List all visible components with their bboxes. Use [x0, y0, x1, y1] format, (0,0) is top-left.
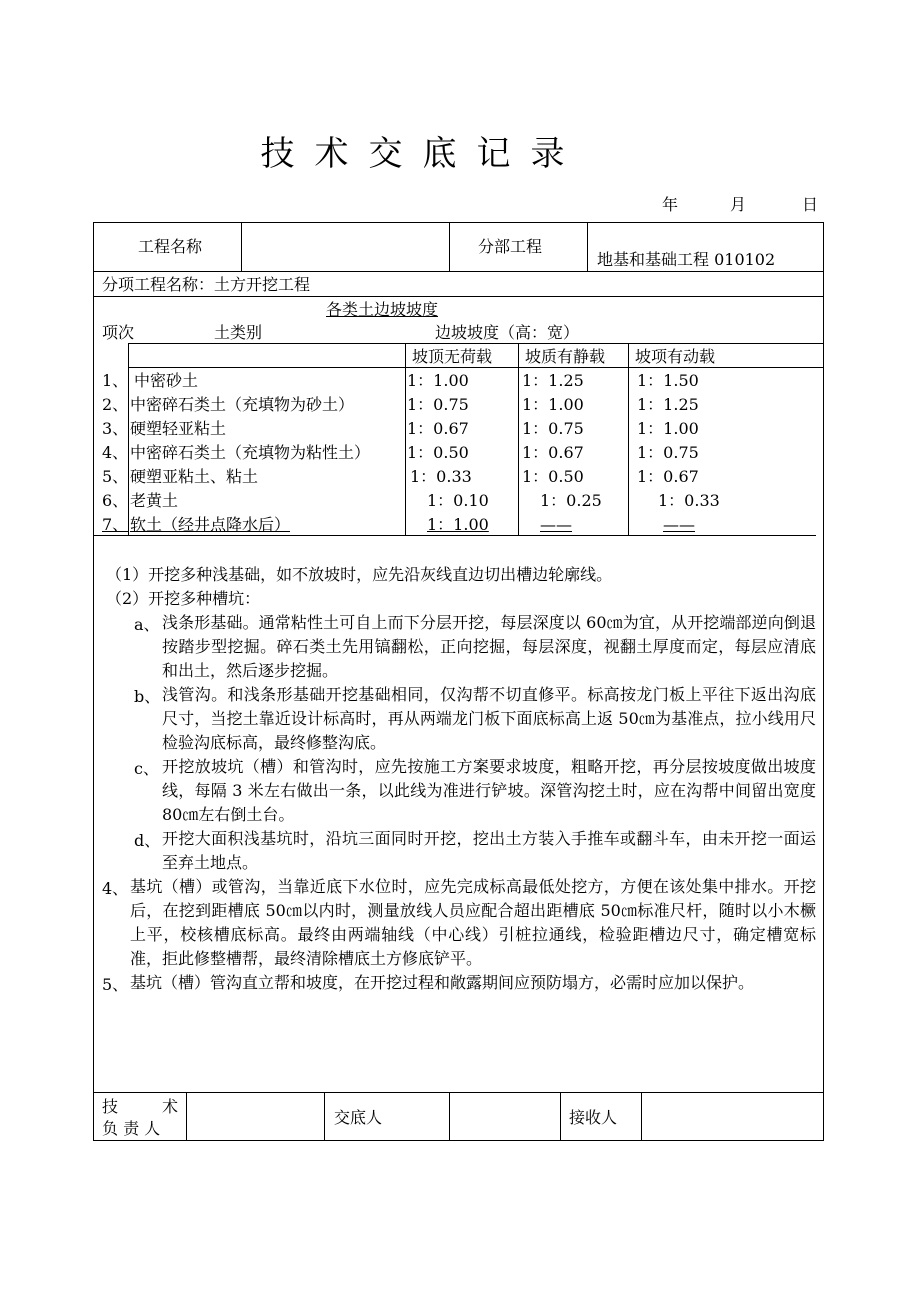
divider-division-label	[449, 223, 450, 271]
divider-issuer-value	[449, 1092, 450, 1140]
rule-footer	[94, 1092, 823, 1093]
item-4-text: 基坑（槽）或管沟，当靠近底下水位时，应先完成标高最低处挖方，方便在该处集中排水。开挖后，在挖到距槽底 50㎝以内时，测量放线人员应配合超出距槽底 50㎝标准尺杆，随时以小木橛上平，校核槽底标高。最终由两端轴线（中心线）引桩拉通线，检验距槽边尺寸，确定槽宽标准，拒此修整槽帮，最终清除槽底土方修底铲平。	[130, 877, 816, 968]
slope-row-v3: 1：0.33	[658, 491, 720, 510]
slope-row-soil: 中密碎石类土（充填物为砂土）	[130, 395, 355, 414]
slope-row-v2: 1：0.75	[522, 419, 584, 438]
slope-row-v2: 1：1.25	[522, 371, 584, 390]
date-month: 月	[730, 195, 747, 214]
slope-row-v1: 1：0.50	[407, 443, 469, 462]
tech-lead-label-1a: 技	[102, 1097, 119, 1116]
slope-row-soil: 软土（经井点降水后）	[130, 515, 291, 534]
slope-subheader-3: 坡项有动载	[635, 347, 716, 366]
slope-row-v3: 1：0.67	[637, 467, 699, 486]
rule-slope-bottom	[94, 535, 816, 536]
slope-row-v2: 1：0.25	[540, 491, 602, 510]
divider-receiver-label	[560, 1092, 561, 1140]
item-c-text: 开挖放坡坑（槽）和管沟时，应先按施工方案要求坡度，粗略开挖，再分层按坡度做出坡度线，每隔 3 米左右做出一条，以此线为准进行铲坡。深管沟挖土时，应在沟帮中间留出宽度 80㎝左右倒土台。	[162, 757, 816, 824]
item-a-text: 浅条形基础。通常粘性土可自上而下分层开挖，每层深度以 60㎝为宜，从开挖端部逆向倒退按踏步型挖掘。碎石类土先用镐翻松，正向挖掘，每层深度，视翻土厚度而定，每层应清底和出土，然后逐步挖掘。	[162, 613, 816, 680]
rule-subitem	[94, 296, 823, 297]
item-c-label: c、	[134, 759, 159, 778]
slope-row-v3: 1：1.00	[637, 419, 699, 438]
slope-row-v3: ——	[663, 515, 695, 534]
slope-row-v1: 1：1.00	[427, 515, 489, 534]
slope-row-v2: 1：1.00	[522, 395, 584, 414]
slope-row-no: 1、	[102, 371, 129, 390]
slope-row-v1: 1：0.75	[407, 395, 469, 414]
issuer-label: 交底人	[334, 1108, 383, 1127]
tech-lead-label-2: 负 责 人	[102, 1119, 161, 1138]
slope-col-end	[823, 343, 824, 367]
slope-col-soil	[405, 343, 406, 535]
slope-row-v2: 1：0.67	[522, 443, 584, 462]
item-d-label: d、	[134, 831, 161, 850]
subitem-name: 分项工程名称：土方开挖工程	[102, 275, 311, 294]
slope-col-slope-header: 边坡坡度（高：宽）	[435, 323, 580, 342]
tech-lead-label-1b: 术	[162, 1097, 179, 1116]
slope-row-v2: 1：0.50	[522, 467, 584, 486]
slope-row-no: 7、	[102, 515, 129, 534]
divider-issuer-label	[324, 1092, 325, 1140]
slope-col-soil-header: 土类别	[214, 323, 263, 342]
receiver-label: 接收人	[569, 1108, 618, 1127]
slope-row-v1: 1：0.33	[410, 467, 472, 486]
item-b-text: 浅管沟。和浅条形基础开挖基础相同，仅沟帮不切直修平。标高按龙门板上平往下返出沟底尺寸，当挖土靠近设计标高时，再从两端龙门板下面底标高上返 50㎝为基准点，拉小线用尺检验沟底标高，最终修整沟底。	[162, 685, 816, 752]
slope-row-no: 6、	[102, 491, 129, 510]
date-year: 年	[662, 195, 679, 214]
divider-project	[241, 223, 242, 271]
slope-row-no: 4、	[102, 443, 129, 462]
slope-row-no: 2、	[102, 395, 129, 414]
slope-row-v3: 1：1.25	[637, 395, 699, 414]
slope-row-v2: ——	[540, 515, 572, 534]
slope-col-v1	[518, 343, 519, 535]
slope-row-v3: 1：0.75	[637, 443, 699, 462]
divider-division-value	[587, 223, 588, 271]
project-name-label: 工程名称	[138, 237, 203, 256]
slope-row-v1: 1：0.67	[407, 419, 469, 438]
item-d-text: 开挖大面积浅基坑时，沿坑三面同时开挖，挖出土方装入手推车或翻斗车，由未开挖一面运至弃土地点。	[162, 829, 816, 872]
slope-row-no: 5、	[102, 467, 129, 486]
rule-slope-subheader	[128, 367, 823, 368]
record-table	[93, 222, 824, 1141]
item-5-text: 基坑（槽）管沟直立帮和坡度，在开挖过程和敞露期间应预防塌方，必需时应加以保护。	[130, 973, 755, 992]
slope-row-v1: 1：1.00	[407, 371, 469, 390]
slope-col-index-header: 项次	[102, 323, 135, 342]
slope-col-v2	[628, 343, 629, 535]
slope-row-v1: 1：0.10	[427, 491, 489, 510]
slope-row-soil: 中密碎石类土（充填物为粘性土）	[130, 443, 371, 462]
division-label: 分部工程	[478, 237, 543, 256]
date-day: 日	[802, 195, 819, 214]
slope-row-soil: 硬塑亚粘土、粘土	[130, 467, 259, 486]
slope-row-soil: 硬塑轻亚粘土	[130, 419, 227, 438]
body-paragraph-1: （1）开挖多种浅基础，如不放坡时，应先沿灰线直边切出槽边轮廓线。	[106, 565, 613, 584]
rule-slope-header	[128, 343, 823, 344]
rule-header	[94, 271, 823, 272]
divider-receiver-value	[641, 1092, 642, 1140]
slope-row-soil: 中密砂土	[134, 371, 199, 390]
slope-row-no: 3、	[102, 419, 129, 438]
item-5-label: 5、	[102, 975, 129, 994]
slope-row-v3: 1：1.50	[637, 371, 699, 390]
divider-tech-lead	[186, 1092, 187, 1140]
document-title: 技术交底记录	[260, 134, 585, 174]
slope-subheader-2: 坡质有静载	[525, 347, 606, 366]
slope-subheader-1: 坡顶无荷载	[412, 347, 493, 366]
item-b-label: b、	[134, 687, 161, 706]
item-a-label: a、	[134, 615, 160, 634]
division-value: 地基和基础工程 010102	[597, 250, 776, 269]
slope-row-soil: 老黄土	[130, 491, 179, 510]
item-4-label: 4、	[102, 879, 129, 898]
body-paragraph-2: （2）开挖多种槽坑：	[106, 589, 261, 608]
slope-table-caption: 各类土边坡坡度	[326, 300, 439, 319]
